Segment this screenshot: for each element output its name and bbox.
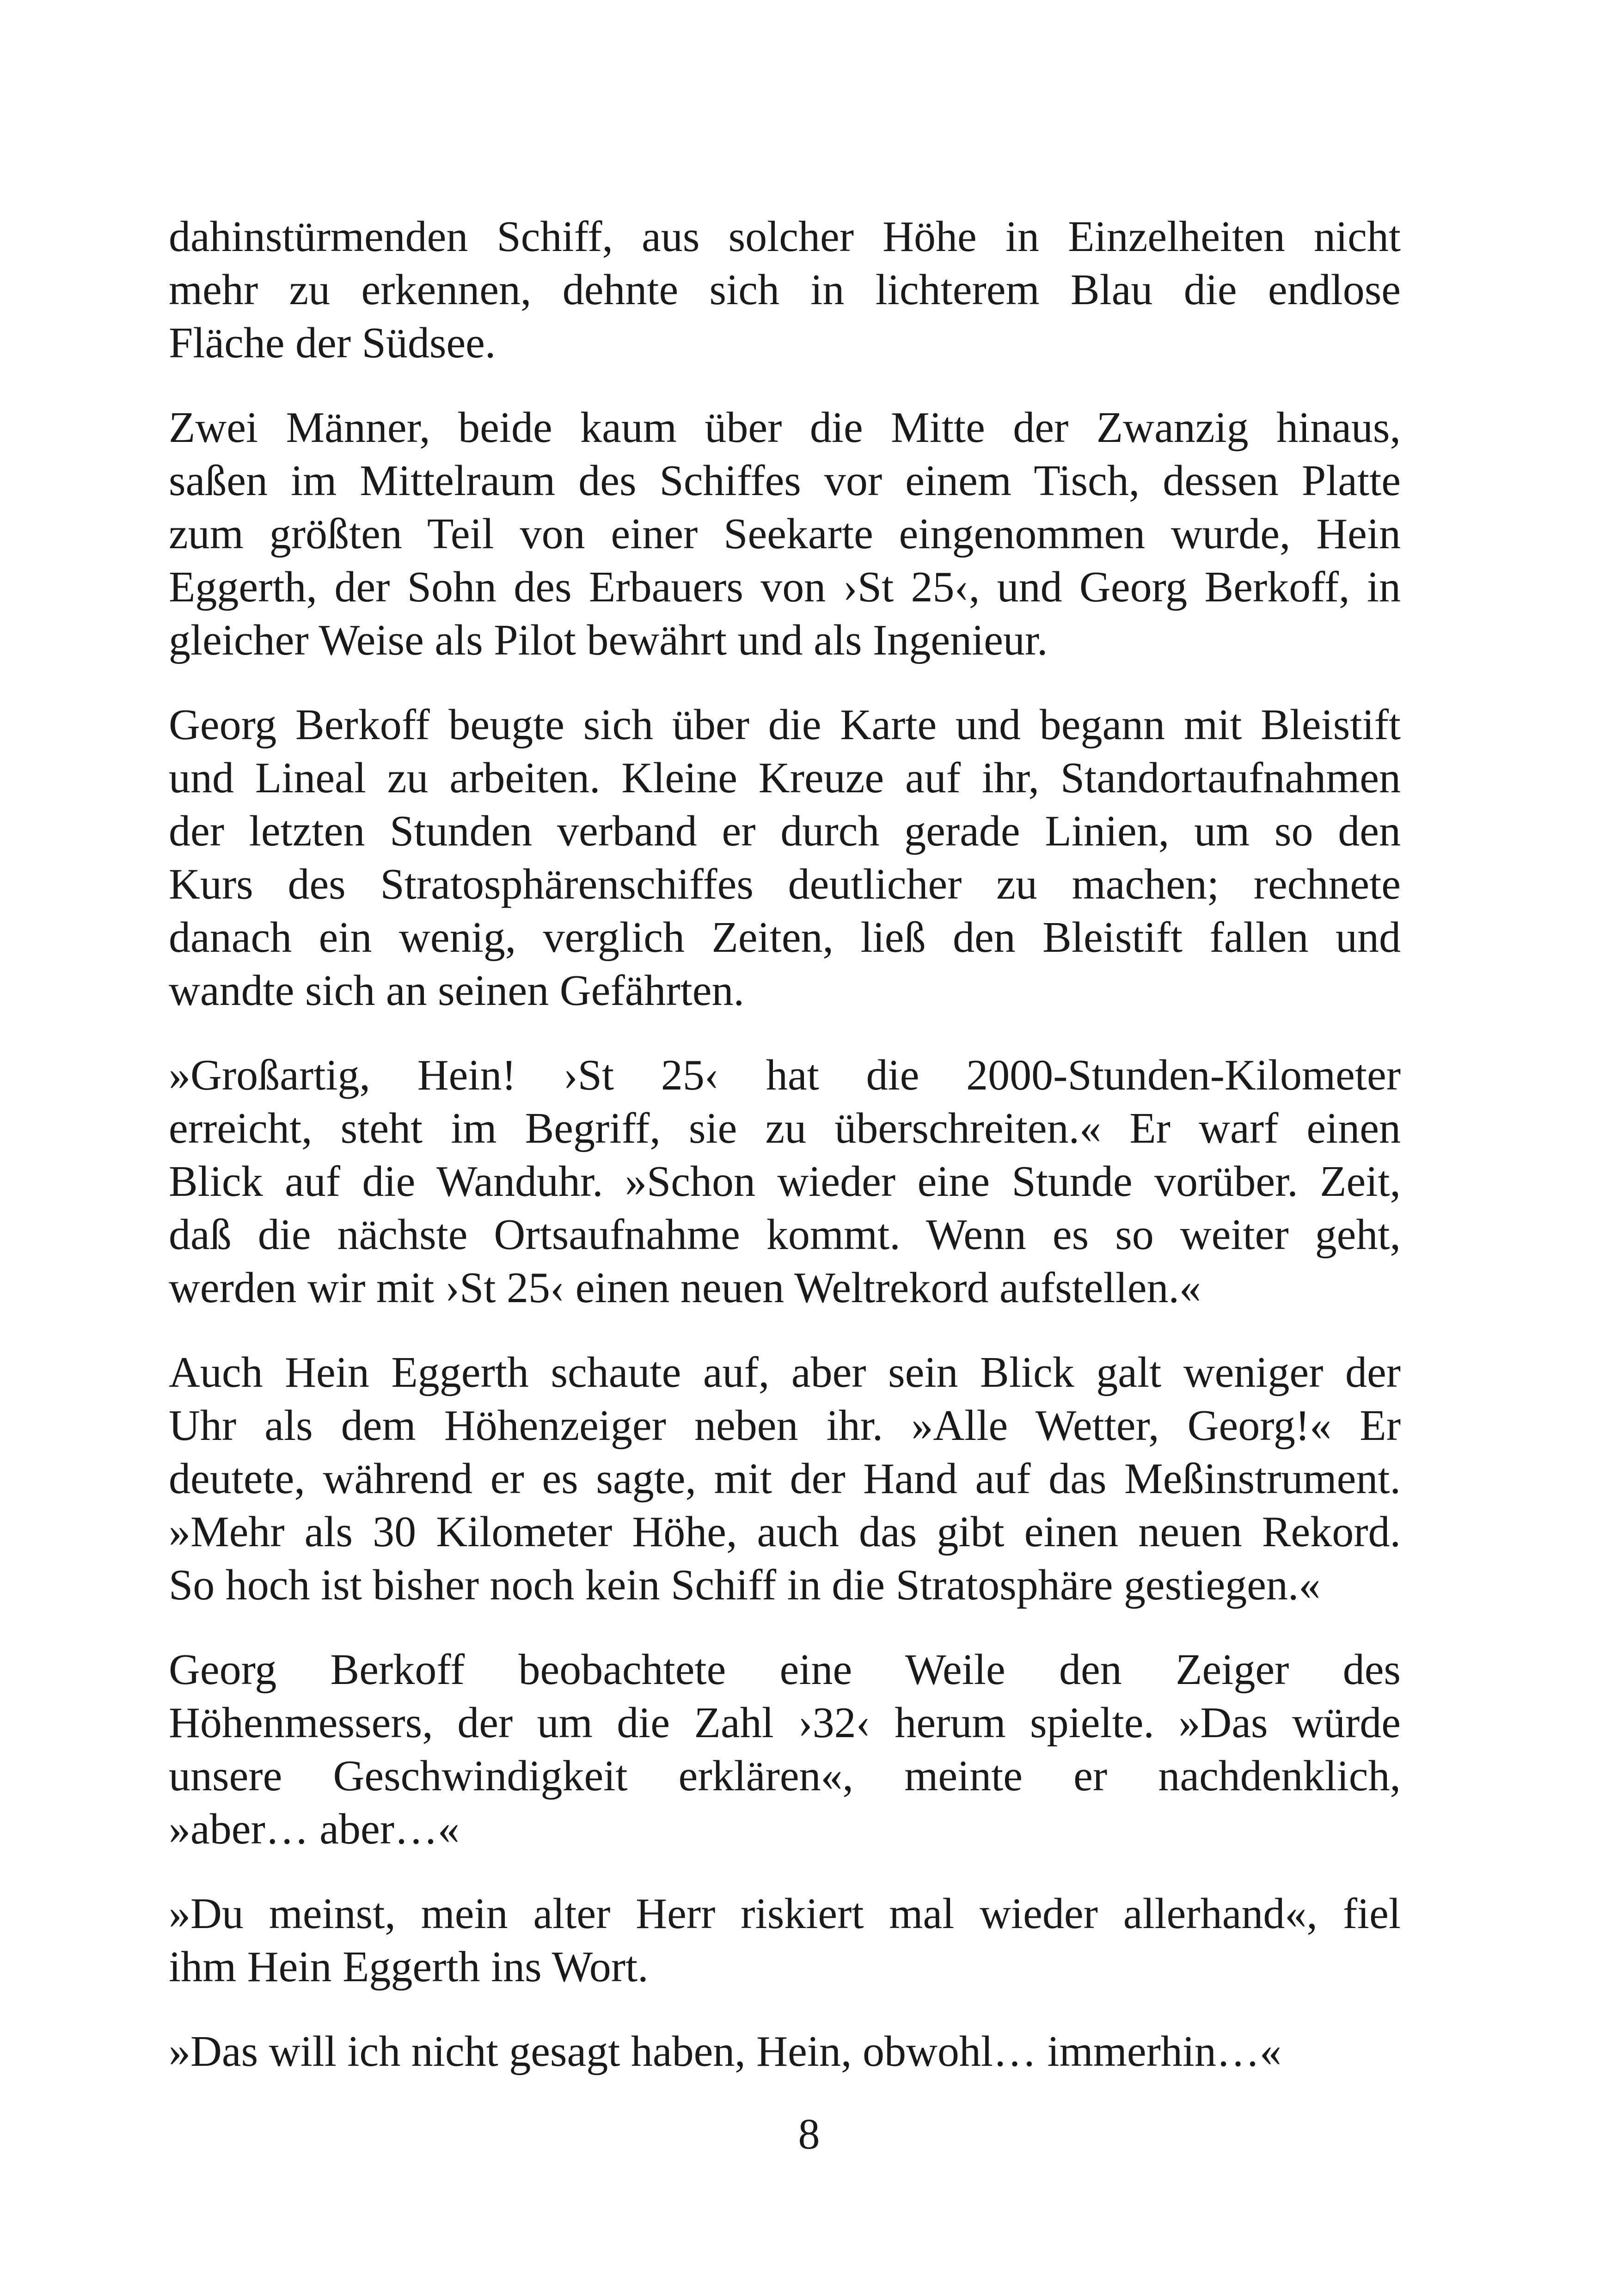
text-line: der letzten Stunden verband er durch gerade Linien, um so den	[169, 807, 1401, 855]
paragraph-7	[169, 1887, 1401, 1994]
text-line: ihm Hein Eggerth ins Wort.	[169, 1943, 649, 1991]
text-line: »Mehr als 30 Kilometer Höhe, auch das gibt einen neuen Rekord.	[169, 1508, 1401, 1556]
text-line: danach ein wenig, verglich Zeiten, ließ den Bleistift fallen und	[169, 913, 1401, 961]
text-line: gleicher Weise als Pilot bewährt und als Ingenieur.	[169, 616, 1048, 664]
text-line: daß die nächste Ortsaufnahme kommt. Wenn es so weiter geht,	[169, 1211, 1401, 1259]
text-line: Eggerth, der Sohn des Erbauers von ›St 25‹, und Georg Berkoff, in	[169, 563, 1401, 611]
text-line: zum größten Teil von einer Seekarte eingenommen wurde, Hein	[169, 510, 1401, 558]
paragraph-6	[169, 1643, 1401, 1856]
text-line: »aber… aber…«	[169, 1805, 460, 1853]
text-line: »Du meinst, mein alter Herr riskiert mal wieder allerhand«, fiel	[169, 1890, 1401, 1938]
text-line: »Das will ich nicht gesagt haben, Hein, obwohl… immerhin…«	[169, 2027, 1282, 2076]
paragraph-5	[169, 1346, 1401, 1612]
paragraph-2	[169, 401, 1401, 667]
page-number: 8	[798, 2110, 820, 2158]
paragraph-1	[169, 210, 1401, 370]
text-line: Fläche der Südsee.	[169, 319, 496, 367]
text-line: und Lineal zu arbeiten. Kleine Kreuze auf ihr, Standortaufnahmen	[169, 754, 1401, 802]
paragraph-4	[169, 1049, 1401, 1315]
text-line: saßen im Mittelraum des Schiffes vor einem Tisch, dessen Platte	[169, 457, 1401, 505]
paragraph-8	[169, 2025, 1401, 2078]
text-line: Höhenmessers, der um die Zahl ›32‹ herum spielte. »Das würde	[169, 1699, 1401, 1747]
text-line: dahinstürmenden Schiff, aus solcher Höhe in Einzelheiten nicht	[169, 213, 1401, 261]
text-line: Zwei Männer, beide kaum über die Mitte der Zwanzig hinaus,	[169, 404, 1401, 452]
text-line: Blick auf die Wanduhr. »Schon wieder eine Stunde vorüber. Zeit,	[169, 1157, 1401, 1206]
text-line: Kurs des Stratosphärenschiffes deutlicher zu machen; rechnete	[169, 860, 1401, 908]
text-line: Georg Berkoff beugte sich über die Karte und begann mit Bleistift	[169, 701, 1401, 749]
text-line: Georg Berkoff beobachtete eine Weile den Zeiger des	[169, 1646, 1401, 1694]
text-line: deutete, während er es sagte, mit der Hand auf das Meßinstrument.	[169, 1455, 1401, 1503]
text-line: mehr zu erkennen, dehnte sich in lichterem Blau die endlose	[169, 266, 1401, 314]
text-line: So hoch ist bisher noch kein Schiff in die Stratosphäre gestiegen.«	[169, 1561, 1321, 1609]
text-line: wandte sich an seinen Gefährten.	[169, 967, 744, 1015]
text-line: Uhr als dem Höhenzeiger neben ihr. »Alle Wetter, Georg!« Er	[169, 1402, 1401, 1450]
text-line: unsere Geschwindigkeit erklären«, meinte er nachdenklich,	[169, 1752, 1401, 1800]
text-line: »Großartig, Hein! ›St 25‹ hat die 2000-Stunden-Kilometer	[169, 1051, 1401, 1099]
text-line: werden wir mit ›St 25‹ einen neuen Weltrekord aufstellen.«	[169, 1264, 1201, 1312]
text-line: erreicht, steht im Begriff, sie zu überschreiten.« Er warf einen	[169, 1104, 1401, 1152]
paragraph-3	[169, 698, 1401, 1017]
text-line: Auch Hein Eggerth schaute auf, aber sein Blick galt weniger der	[169, 1348, 1401, 1396]
body-text	[169, 210, 1401, 2110]
